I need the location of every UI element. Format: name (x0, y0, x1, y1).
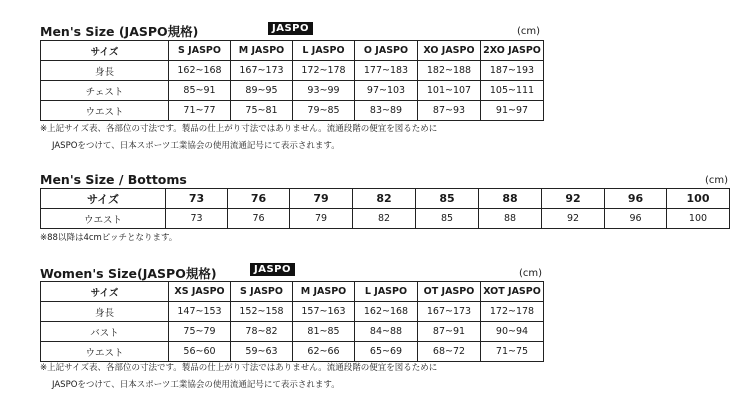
table-cell: 101~107 (418, 81, 481, 101)
table-cell: 71~75 (481, 342, 544, 362)
table-cell: 65~69 (355, 342, 418, 362)
table-cell: 187~193 (481, 61, 544, 81)
header-cell: M JASPO (231, 41, 293, 61)
table-cell: 91~97 (481, 101, 544, 121)
womens-unit-label: (cm) (519, 268, 543, 279)
table-cell: 182~188 (418, 61, 481, 81)
table-row (41, 302, 544, 322)
row-label: ウエスト (41, 101, 169, 121)
table-cell: 84~88 (355, 322, 418, 342)
table-cell: 88 (479, 209, 542, 229)
table-cell: 93~99 (293, 81, 355, 101)
table-cell: 75~79 (169, 322, 231, 342)
row-label: バスト (41, 322, 169, 342)
table-cell: 167~173 (418, 302, 481, 322)
table-cell: 83~89 (355, 101, 418, 121)
header-cell: 73 (166, 189, 228, 209)
womens-note-line-1: ※上記サイズ表、各部位の寸法です。製品の仕上がり寸法ではありません。流通段階の便宜を図るために (40, 363, 438, 373)
table-cell: 152~158 (231, 302, 293, 322)
row-label: チェスト (41, 81, 169, 101)
table-cell: 73 (166, 209, 228, 229)
table-cell: 92 (542, 209, 605, 229)
bottoms-size-table (40, 188, 730, 229)
table-cell: 162~168 (355, 302, 418, 322)
header-cell: 96 (605, 189, 667, 209)
header-cell: XS JASPO (169, 282, 231, 302)
womens-size-table (40, 281, 544, 362)
table-cell: 79~85 (293, 101, 355, 121)
table-cell: 167~173 (231, 61, 293, 81)
table-row (41, 342, 544, 362)
mens-note-line-2: JASPOをつけて、日本スポーツ工業協会の使用流通記号にて表示されます。 (52, 141, 340, 151)
womens-note-line-2: JASPOをつけて、日本スポーツ工業協会の使用流通記号にて表示されます。 (52, 380, 340, 390)
header-cell: M JASPO (293, 282, 355, 302)
header-cell: OT JASPO (418, 282, 481, 302)
row-label: ウエスト (41, 342, 169, 362)
table-cell: 71~77 (169, 101, 231, 121)
mens-note-line-1: ※上記サイズ表、各部位の寸法です。製品の仕上がり寸法ではありません。流通段階の便宜を図るために (40, 124, 438, 134)
table-cell: 87~93 (418, 101, 481, 121)
table-cell: 172~178 (481, 302, 544, 322)
table-cell: 79 (290, 209, 353, 229)
table-cell: 81~85 (293, 322, 355, 342)
table-row (41, 322, 544, 342)
header-cell: 2XO JASPO (481, 41, 544, 61)
table-cell: 157~163 (293, 302, 355, 322)
table-row (41, 81, 544, 101)
table-cell: 62~66 (293, 342, 355, 362)
header-cell: S JASPO (169, 41, 231, 61)
header-cell: XOT JASPO (481, 282, 544, 302)
mens-size-table (40, 40, 544, 121)
header-cell: XO JASPO (418, 41, 481, 61)
bottoms-size-title: Men's Size / Bottoms (40, 172, 187, 187)
table-cell: 68~72 (418, 342, 481, 362)
header-cell: サイズ (41, 41, 169, 61)
header-cell: 76 (228, 189, 290, 209)
table-row (41, 61, 544, 81)
row-label: 身長 (41, 61, 169, 81)
table-cell: 56~60 (169, 342, 231, 362)
table-header-row (41, 282, 544, 302)
bottoms-note: ※88以降は4cmピッチとなります。 (40, 233, 178, 243)
table-cell: 89~95 (231, 81, 293, 101)
table-cell: 162~168 (169, 61, 231, 81)
table-cell: 87~91 (418, 322, 481, 342)
header-cell: S JASPO (231, 282, 293, 302)
table-cell: 85 (416, 209, 479, 229)
table-cell: 97~103 (355, 81, 418, 101)
table-cell: 82 (353, 209, 416, 229)
table-header-row (41, 41, 544, 61)
table-row (41, 209, 730, 229)
header-cell: サイズ (41, 282, 169, 302)
table-cell: 59~63 (231, 342, 293, 362)
header-cell: L JASPO (293, 41, 355, 61)
table-cell: 105~111 (481, 81, 544, 101)
row-label: 身長 (41, 302, 169, 322)
table-cell: 177~183 (355, 61, 418, 81)
table-cell: 75~81 (231, 101, 293, 121)
womens-size-title: Women's Size(JASPO規格) (40, 266, 217, 281)
mens-unit-label: (cm) (517, 26, 541, 37)
header-cell: L JASPO (355, 282, 418, 302)
header-cell: O JASPO (355, 41, 418, 61)
table-cell: 85~91 (169, 81, 231, 101)
bottoms-unit-label: (cm) (705, 175, 729, 186)
table-cell: 147~153 (169, 302, 231, 322)
table-header-row (41, 189, 730, 209)
header-cell: 82 (353, 189, 416, 209)
womens-jaspo-badge: JASPO (250, 263, 295, 276)
table-cell: 172~178 (293, 61, 355, 81)
header-cell: 100 (667, 189, 730, 209)
table-cell: 78~82 (231, 322, 293, 342)
table-cell: 100 (667, 209, 730, 229)
table-cell: 90~94 (481, 322, 544, 342)
header-cell: 79 (290, 189, 353, 209)
row-label: ウエスト (41, 209, 166, 229)
header-cell: 85 (416, 189, 479, 209)
mens-size-title: Men's Size (JASPO規格) (40, 24, 199, 39)
mens-jaspo-badge: JASPO (268, 22, 313, 35)
table-row (41, 101, 544, 121)
header-cell: 88 (479, 189, 542, 209)
header-cell: 92 (542, 189, 605, 209)
header-cell: サイズ (41, 189, 166, 209)
table-cell: 76 (228, 209, 290, 229)
table-cell: 96 (605, 209, 667, 229)
